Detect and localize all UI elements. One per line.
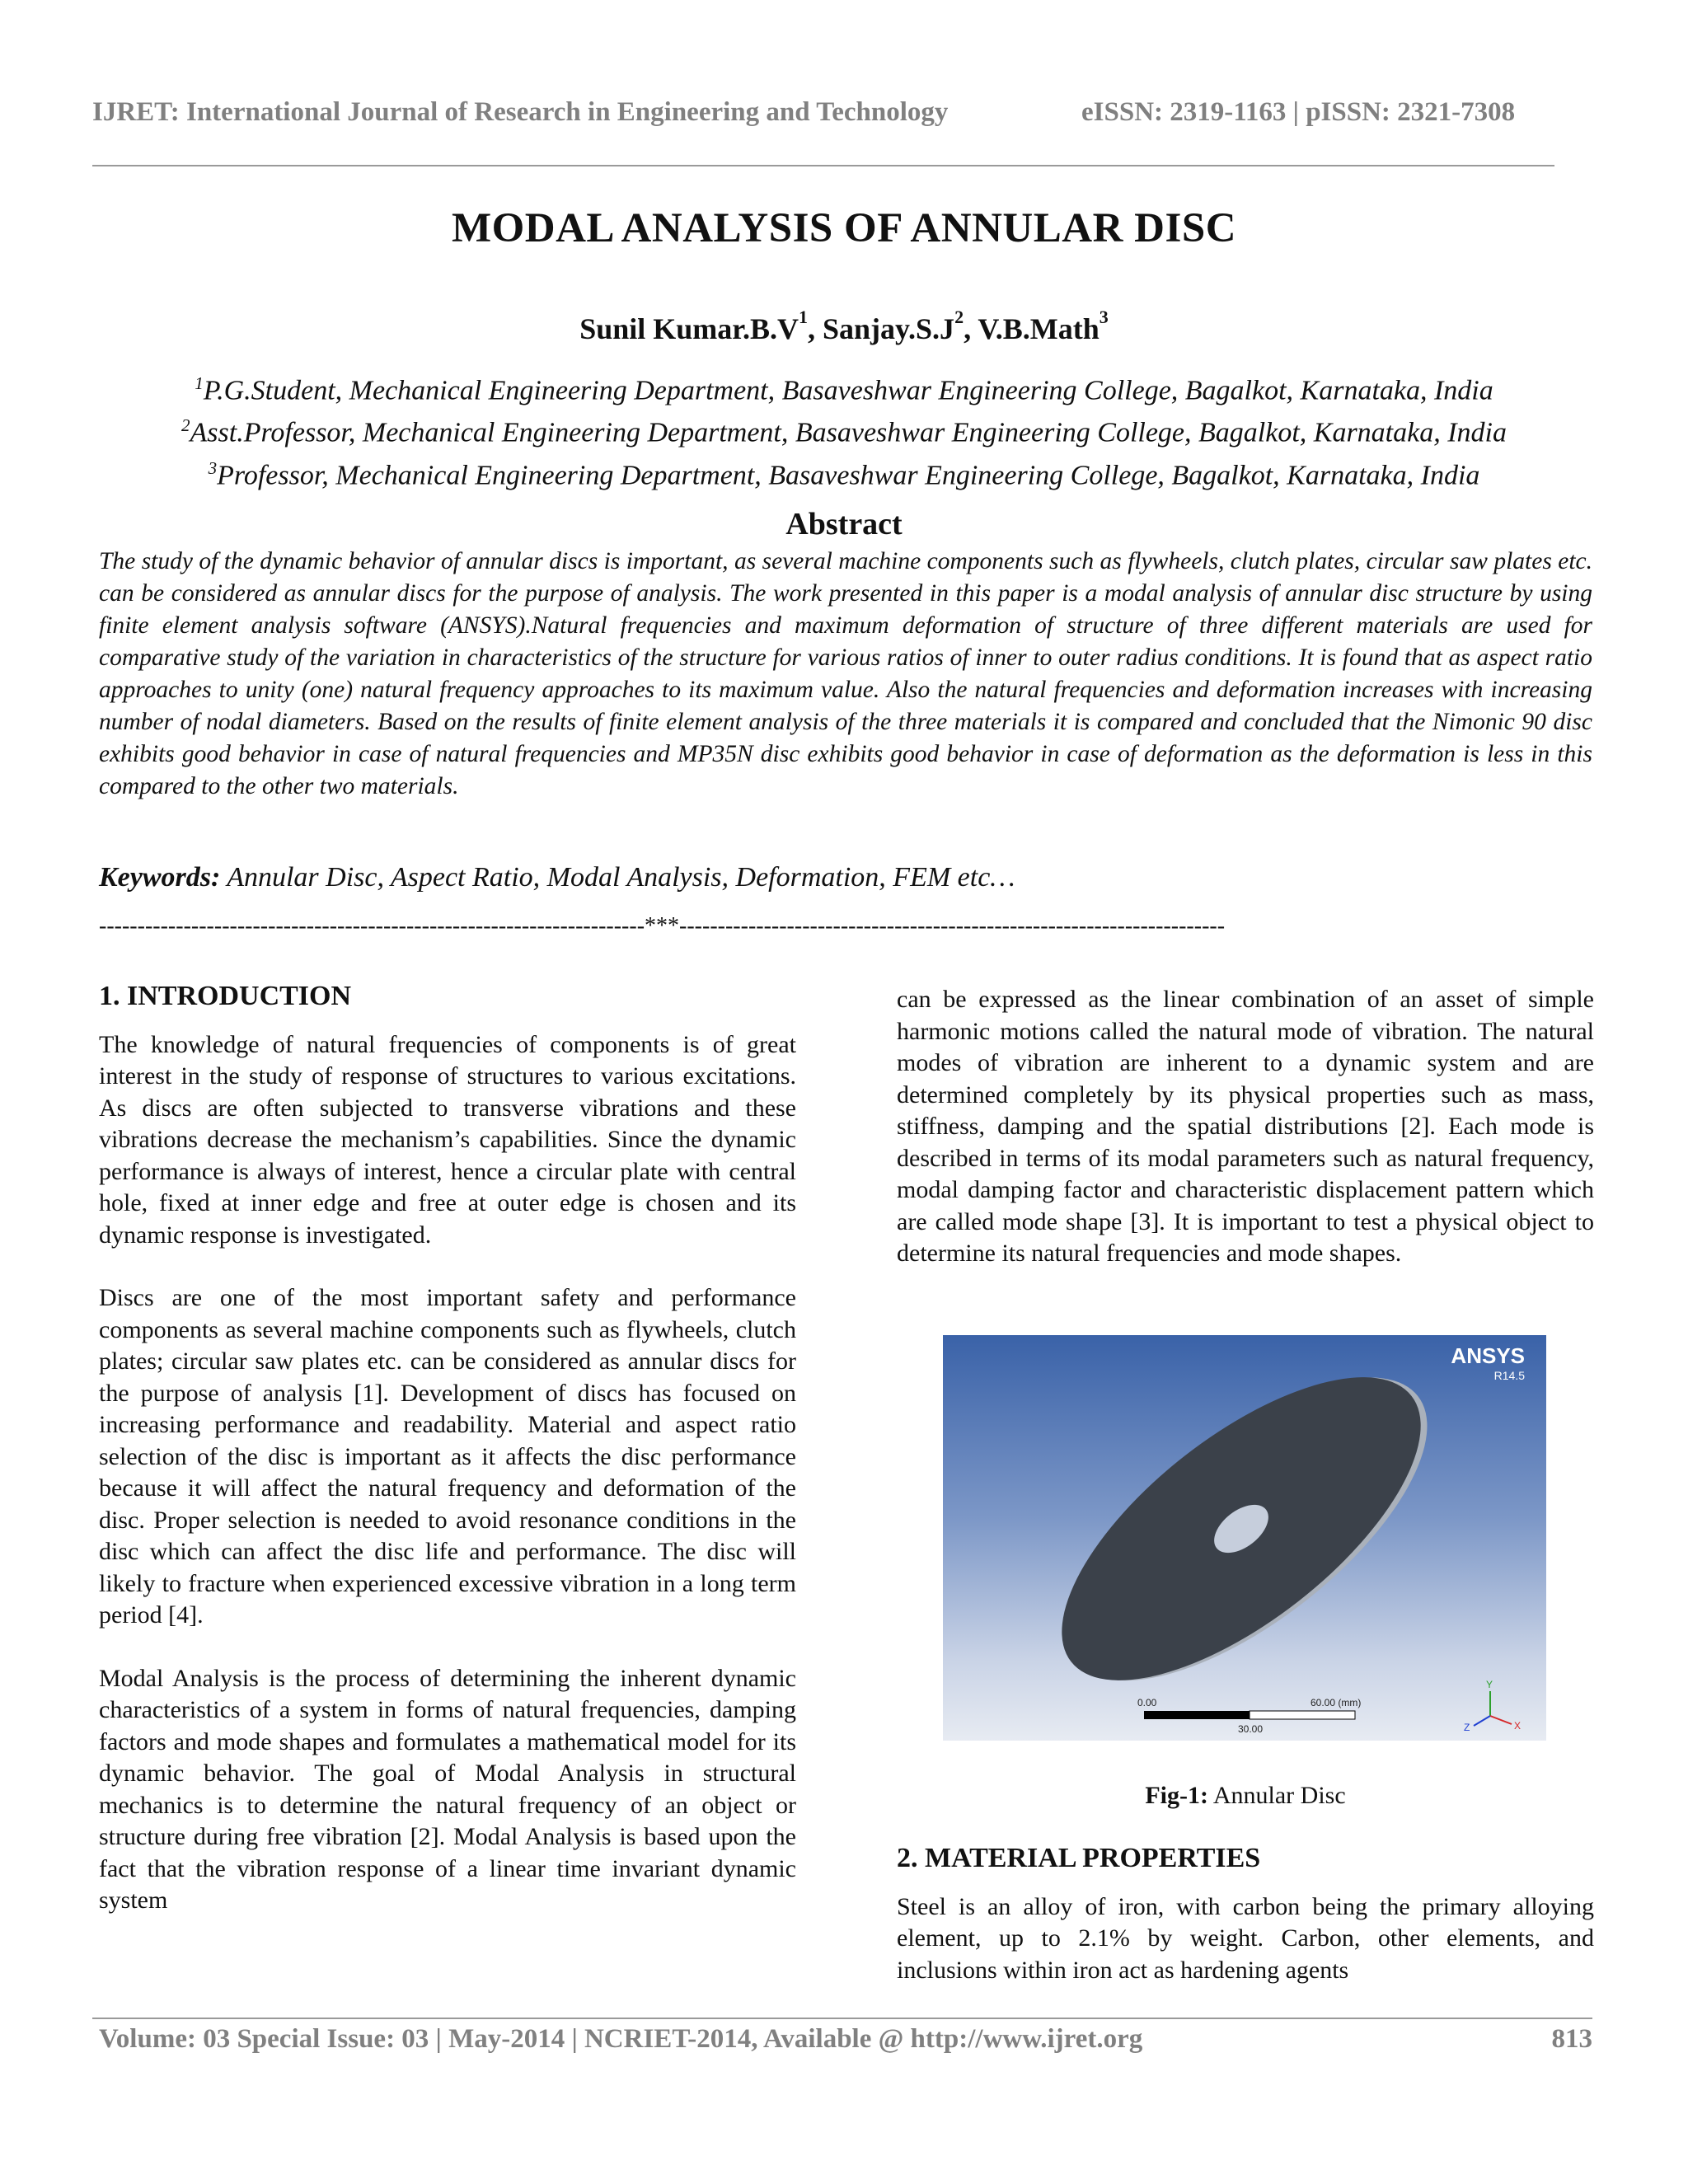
header-rule (92, 165, 1554, 166)
section-heading-material-properties: 2. MATERIAL PROPERTIES (897, 1843, 1261, 1873)
paragraph: Discs are one of the most important safety and performance components as several machine components such as flywheels, clutch plates; circular saw plates etc. can be considered as annular discs for the purpose of analysis [1]. Development of discs has focused on increasing performance and readability. Material and aspect ratio selection of the disc is important as it affects the disc performance because it will affect the natural frequency and deformation of the disc. Proper selection is needed to avoid resonance conditions in the disc which can affect the disc life and performance. The disc will likely to fracture when experienced excessive vibration in a long term period [4]. (99, 1284, 796, 1629)
author-sup: 3 (1099, 307, 1109, 327)
scale-end-label: 60.00 (mm) (1311, 1697, 1362, 1708)
author-separator: , (964, 312, 978, 345)
figure-annular-disc (943, 1335, 1546, 1741)
affiliation (82, 366, 1606, 408)
author-list (0, 307, 1688, 346)
author-name: Sunil Kumar.B.V (579, 312, 799, 345)
paragraph: can be expressed as the linear combination of an asset of simple harmonic motions called the natural mode of vibration. The natural modes of vibration are inherent to a dynamic system and are determined completely by its physical properties such as mass, stiffness, damping and the spatial distributions [2]. Each mode is described in terms of its modal parameters such as natural frequency, modal damping factor and characteristic displacement pattern which are called mode shape [3]. It is important to test a physical object to determine its natural frequencies and mode shapes. (897, 986, 1594, 1267)
issn: eISSN: 2319-1163 | pISSN: 2321-7308 (1081, 97, 1516, 127)
axis-triad-icon (1464, 1679, 1521, 1733)
paragraph: Steel is an alloy of iron, with carbon being the primary alloying element, up to 2.1% by weight. Carbon, other elements, and inclusions within iron act as hardening agents (897, 1892, 1594, 1984)
right-column (897, 984, 1594, 1301)
page-number: 813 (1551, 2024, 1592, 2054)
affiliations (82, 366, 1606, 493)
section-divider: -----------------------------------------------------------------------***----------------------------------------------------------------------- (99, 913, 1226, 939)
affiliation-sup: 2 (181, 415, 190, 436)
scale-start-label: 0.00 (1137, 1697, 1157, 1708)
scale-mid-label: 30.00 (1238, 1723, 1264, 1735)
figure-caption (897, 1782, 1594, 1810)
paragraph: The knowledge of natural frequencies of components is of great interest in the study of response of structures to various excitations. As discs are often subjected to transverse vibrations and these vibrations decrease the mechanism’s capabilities. Since the dynamic performance is always of interest, hence a circular plate with central hole, fixed at inner edge and free at outer edge is chosen and its dynamic response is investigated. (99, 1030, 796, 1249)
right-column-lower (897, 1843, 1594, 2018)
abstract-heading: Abstract (785, 507, 903, 541)
keywords (99, 862, 1592, 893)
figure-caption-label: Fig-1: (1145, 1782, 1208, 1809)
scale-bar (1137, 1697, 1361, 1735)
author-name: Sanjay.S.J (822, 312, 955, 345)
keywords-text: Annular Disc, Aspect Ratio, Modal Analysis, Deformation, FEM etc… (227, 862, 1015, 893)
affiliation-text: Professor, Mechanical Engineering Department, Basaveshwar Engineering College, Bagalkot, Karnataka, India (217, 459, 1480, 490)
author-sup: 1 (798, 307, 808, 327)
affiliation (82, 408, 1606, 450)
footer-text: Volume: 03 Special Issue: 03 | May-2014 | NCRIET-2014, Available @ http://www.ijret.org (99, 2024, 1143, 2054)
affiliation (82, 451, 1606, 493)
affiliation-text: Asst.Professor, Mechanical Engineering Department, Basaveshwar Engineering College, Bagalkot, Karnataka, India (190, 417, 1507, 448)
figure-caption-text: Annular Disc (1208, 1782, 1346, 1809)
left-column (99, 981, 796, 1948)
axis-y-label: Y (1486, 1679, 1493, 1690)
running-header (92, 97, 1554, 128)
affiliation-sup: 3 (208, 457, 218, 478)
author-name: V.B.Math (978, 312, 1100, 345)
brand-version: R14.5 (1493, 1369, 1525, 1382)
disc-shape (1015, 1335, 1475, 1738)
disc-render (943, 1335, 1546, 1741)
abstract-text: The study of the dynamic behavior of annular discs is important, as several machine components such as flywheels, clutch plates, circular saw plates etc. can be considered as annular discs for the purpose of analysis. The work presented in this paper is a modal analysis of annular disc structure by using finite element analysis software (ANSYS).Natural frequencies and maximum deformation of structure of three different materials are used for comparative study of the variation in characteristics of the structure for various ratios of inner to outer radius conditions. It is found that as aspect ratio approaches to unity (one) natural frequency approaches to its maximum value. Also the natural frequencies and deformation increases with increasing number of nodal diameters. Based on the results of finite element analysis of the three materials it is compared and concluded that the Nimonic 90 disc exhibits good behavior in case of natural frequencies and MP35N disc exhibits good behavior in case of deformation as the deformation is less in this compared to the other two materials. (99, 548, 1592, 799)
author-sup: 2 (954, 307, 964, 327)
section-heading-introduction: 1. INTRODUCTION (99, 981, 352, 1011)
running-footer (99, 2024, 1592, 2055)
paragraph: Modal Analysis is the process of determining the inherent dynamic characteristics of a system in forms of natural frequencies, damping factors and mode shapes and formulates a mathematical model for its dynamic behavior. The goal of Modal Analysis in structural mechanics is to determine the natural frequency of an object or structure during free vibration [2]. Modal Analysis is based upon the fact that the vibration response of a linear time invariant dynamic system (99, 1664, 796, 1914)
axis-z-label: Z (1464, 1722, 1470, 1733)
paper-title: MODAL ANALYSIS OF ANNULAR DISC (451, 205, 1237, 251)
footer-rule (92, 2018, 1592, 2019)
brand-name: ANSYS (1451, 1343, 1525, 1368)
axis-x-label: X (1514, 1720, 1522, 1732)
journal-name: IJRET: International Journal of Research in Engineering and Technology (92, 97, 949, 127)
affiliation-text: P.G.Student, Mechanical Engineering Department, Basaveshwar Engineering College, Bagalkot, Karnataka, India (203, 375, 1493, 406)
keywords-label: Keywords: (99, 862, 221, 893)
author-separator: , (807, 312, 823, 345)
affiliation-sup: 1 (195, 373, 204, 393)
